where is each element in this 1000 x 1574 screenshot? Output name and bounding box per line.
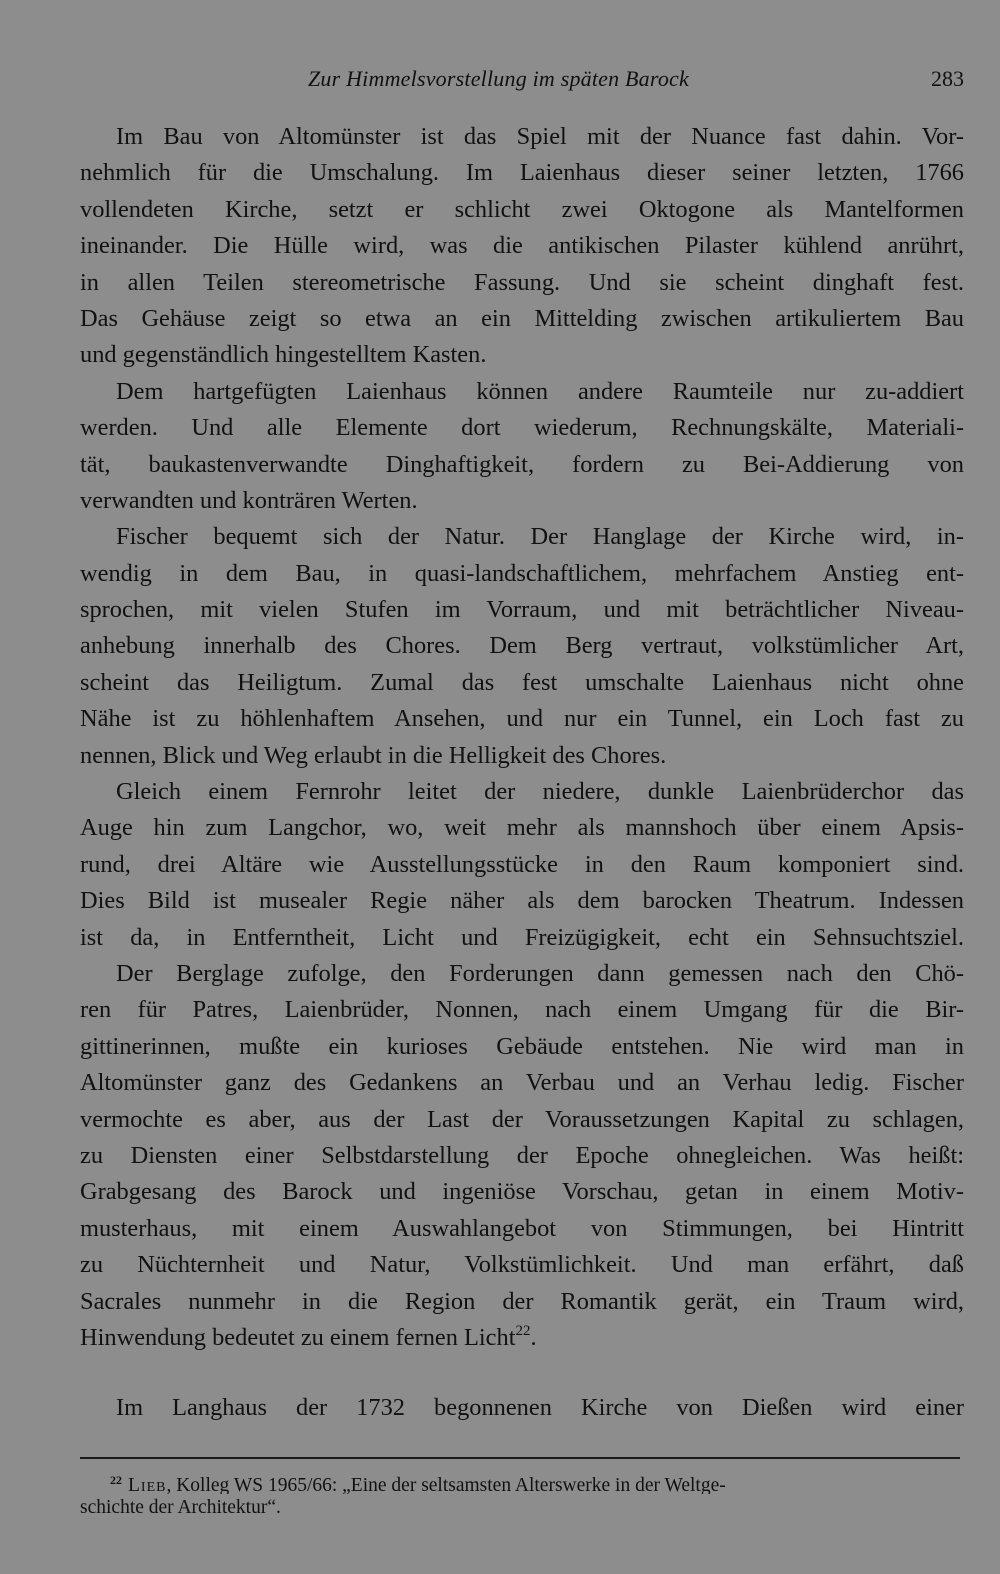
running-head [80,66,964,100]
footnote-author: Lieb [128,1475,167,1494]
text-line: sprochen, mit vielen Stufen im Vorraum, und mit beträchtlicher Niveau- [80,596,964,624]
text-line: zu Nüchternheit und Natur, Volkstümlichkeit. Und man erfährt, daß [80,1251,964,1279]
footnote-reference[interactable]: 22 [515,1322,531,1339]
footnote-line: schichte der Architektur“. [80,1497,281,1518]
body-text [80,119,964,1427]
footnote-line [80,1466,964,1494]
text-line: musterhaus, mit einem Auswahlangebot von Stimmungen, bei Hintritt [80,1214,964,1242]
text-line: Im Bau von Altomünster ist das Spiel mit der Nuance fast dahin. Vor- [116,123,964,150]
text-line: ist da, in Entferntheit, Licht und Freizügigkeit, echt ein Sehnsuchtsziel. [80,923,964,951]
footnote-rule [80,1457,960,1459]
text-line: Auge hin zum Langchor, wo, weit mehr als mannshoch über einem Apsis- [80,814,964,842]
text-line: Das Gehäuse zeigt so etwa an ein Mittelding zwischen artikuliertem Bau [80,304,964,332]
footnote-mark: 22 [110,1473,122,1487]
paragraph-gap [80,1356,964,1390]
text-line: Nähe ist zu höhlenhaftem Ansehen, und nur ein Tunnel, ein Loch fast zu [80,705,964,733]
footnote-text: , Kolleg WS 1965/66: „Eine der seltsamsten Alterswerke in der Weltge- [166,1475,726,1494]
text-line: verwandten und konträren Werten. [80,486,418,514]
text-line: zu Diensten einer Selbstdarstellung der Epoche ohnegleichen. Was heißt: [80,1141,964,1169]
text-line: Im Langhaus der 1732 begonnenen Kirche von Dießen wird einer [116,1394,964,1422]
text-line: gittinerinnen, mußte ein kurioses Gebäude entstehen. Nie wird man in [80,1032,964,1060]
text-line: werden. Und alle Elemente dort wiederum, Rechnungskälte, Materiali- [80,414,964,442]
page-number: 283 [931,66,964,91]
text-line: nehmlich für die Umschalung. Im Laienhaus dieser seiner letzten, 1766 [80,159,964,187]
text-line: Gleich einem Fernrohr leitet der niedere, dunkle Laienbrüderchor das [116,778,964,806]
text-line: anhebung innerhalb des Chores. Dem Berg vertraut, volkstümlicher Art, [80,632,964,660]
text-line: Der Berglage zufolge, den Forderungen dann gemessen nach den Chö- [116,959,964,987]
text-line: Fischer bequemt sich der Natur. Der Hanglage der Kirche wird, in- [116,523,964,551]
text-line: Dies Bild ist musealer Regie näher als dem barocken Theatrum. Indessen [80,887,964,915]
text-line: tät, baukastenverwandte Dinghaftigkeit, fordern zu Bei-Addierung von [80,450,964,478]
text-line: Hinwendung bedeutet zu einem fernen Licht [80,1323,516,1351]
sentence-end: . [530,1323,537,1351]
text-line: vollendeten Kirche, setzt er schlicht zwei Oktogone als Mantelformen [80,195,964,223]
text-line: vermochte es aber, aus der Last der Voraussetzungen Kapital zu schlagen, [80,1105,964,1133]
text-line: ren für Patres, Laienbrüder, Nonnen, nach einem Umgang für die Bir- [80,996,964,1024]
text-line-with-footnote-ref [80,1320,964,1356]
running-title: Zur Himmelsvorstellung im späten Barock [308,66,689,91]
text-line: rund, drei Altäre wie Ausstellungsstücke in den Raum komponiert sind. [80,850,964,878]
footnote [80,1466,964,1522]
text-line: ineinander. Die Hülle wird, was die antikischen Pilaster kühlend anrührt, [80,232,964,260]
text-line: in allen Teilen stereometrische Fassung. Und sie scheint dinghaft fest. [80,268,964,296]
text-line: Grabgesang des Barock und ingeniöse Vorschau, getan in einem Motiv- [80,1178,964,1206]
text-line: scheint das Heiligtum. Zumal das fest umschalte Laienhaus nicht ohne [80,668,964,696]
text-line: wendig in dem Bau, in quasi-landschaftlichem, mehrfachem Anstieg ent- [80,559,964,587]
text-line: Dem hartgefügten Laienhaus können andere Raumteile nur zu-addiert [116,377,964,405]
text-line: Altomünster ganz des Gedankens an Verbau und an Verhau ledig. Fischer [80,1069,964,1097]
text-line: Sacrales nunmehr in die Region der Romantik gerät, ein Traum wird, [80,1287,964,1315]
text-line: und gegenständlich hingestelltem Kasten. [80,341,487,369]
text-line: nennen, Blick und Weg erlaubt in die Helligkeit des Chores. [80,741,667,769]
